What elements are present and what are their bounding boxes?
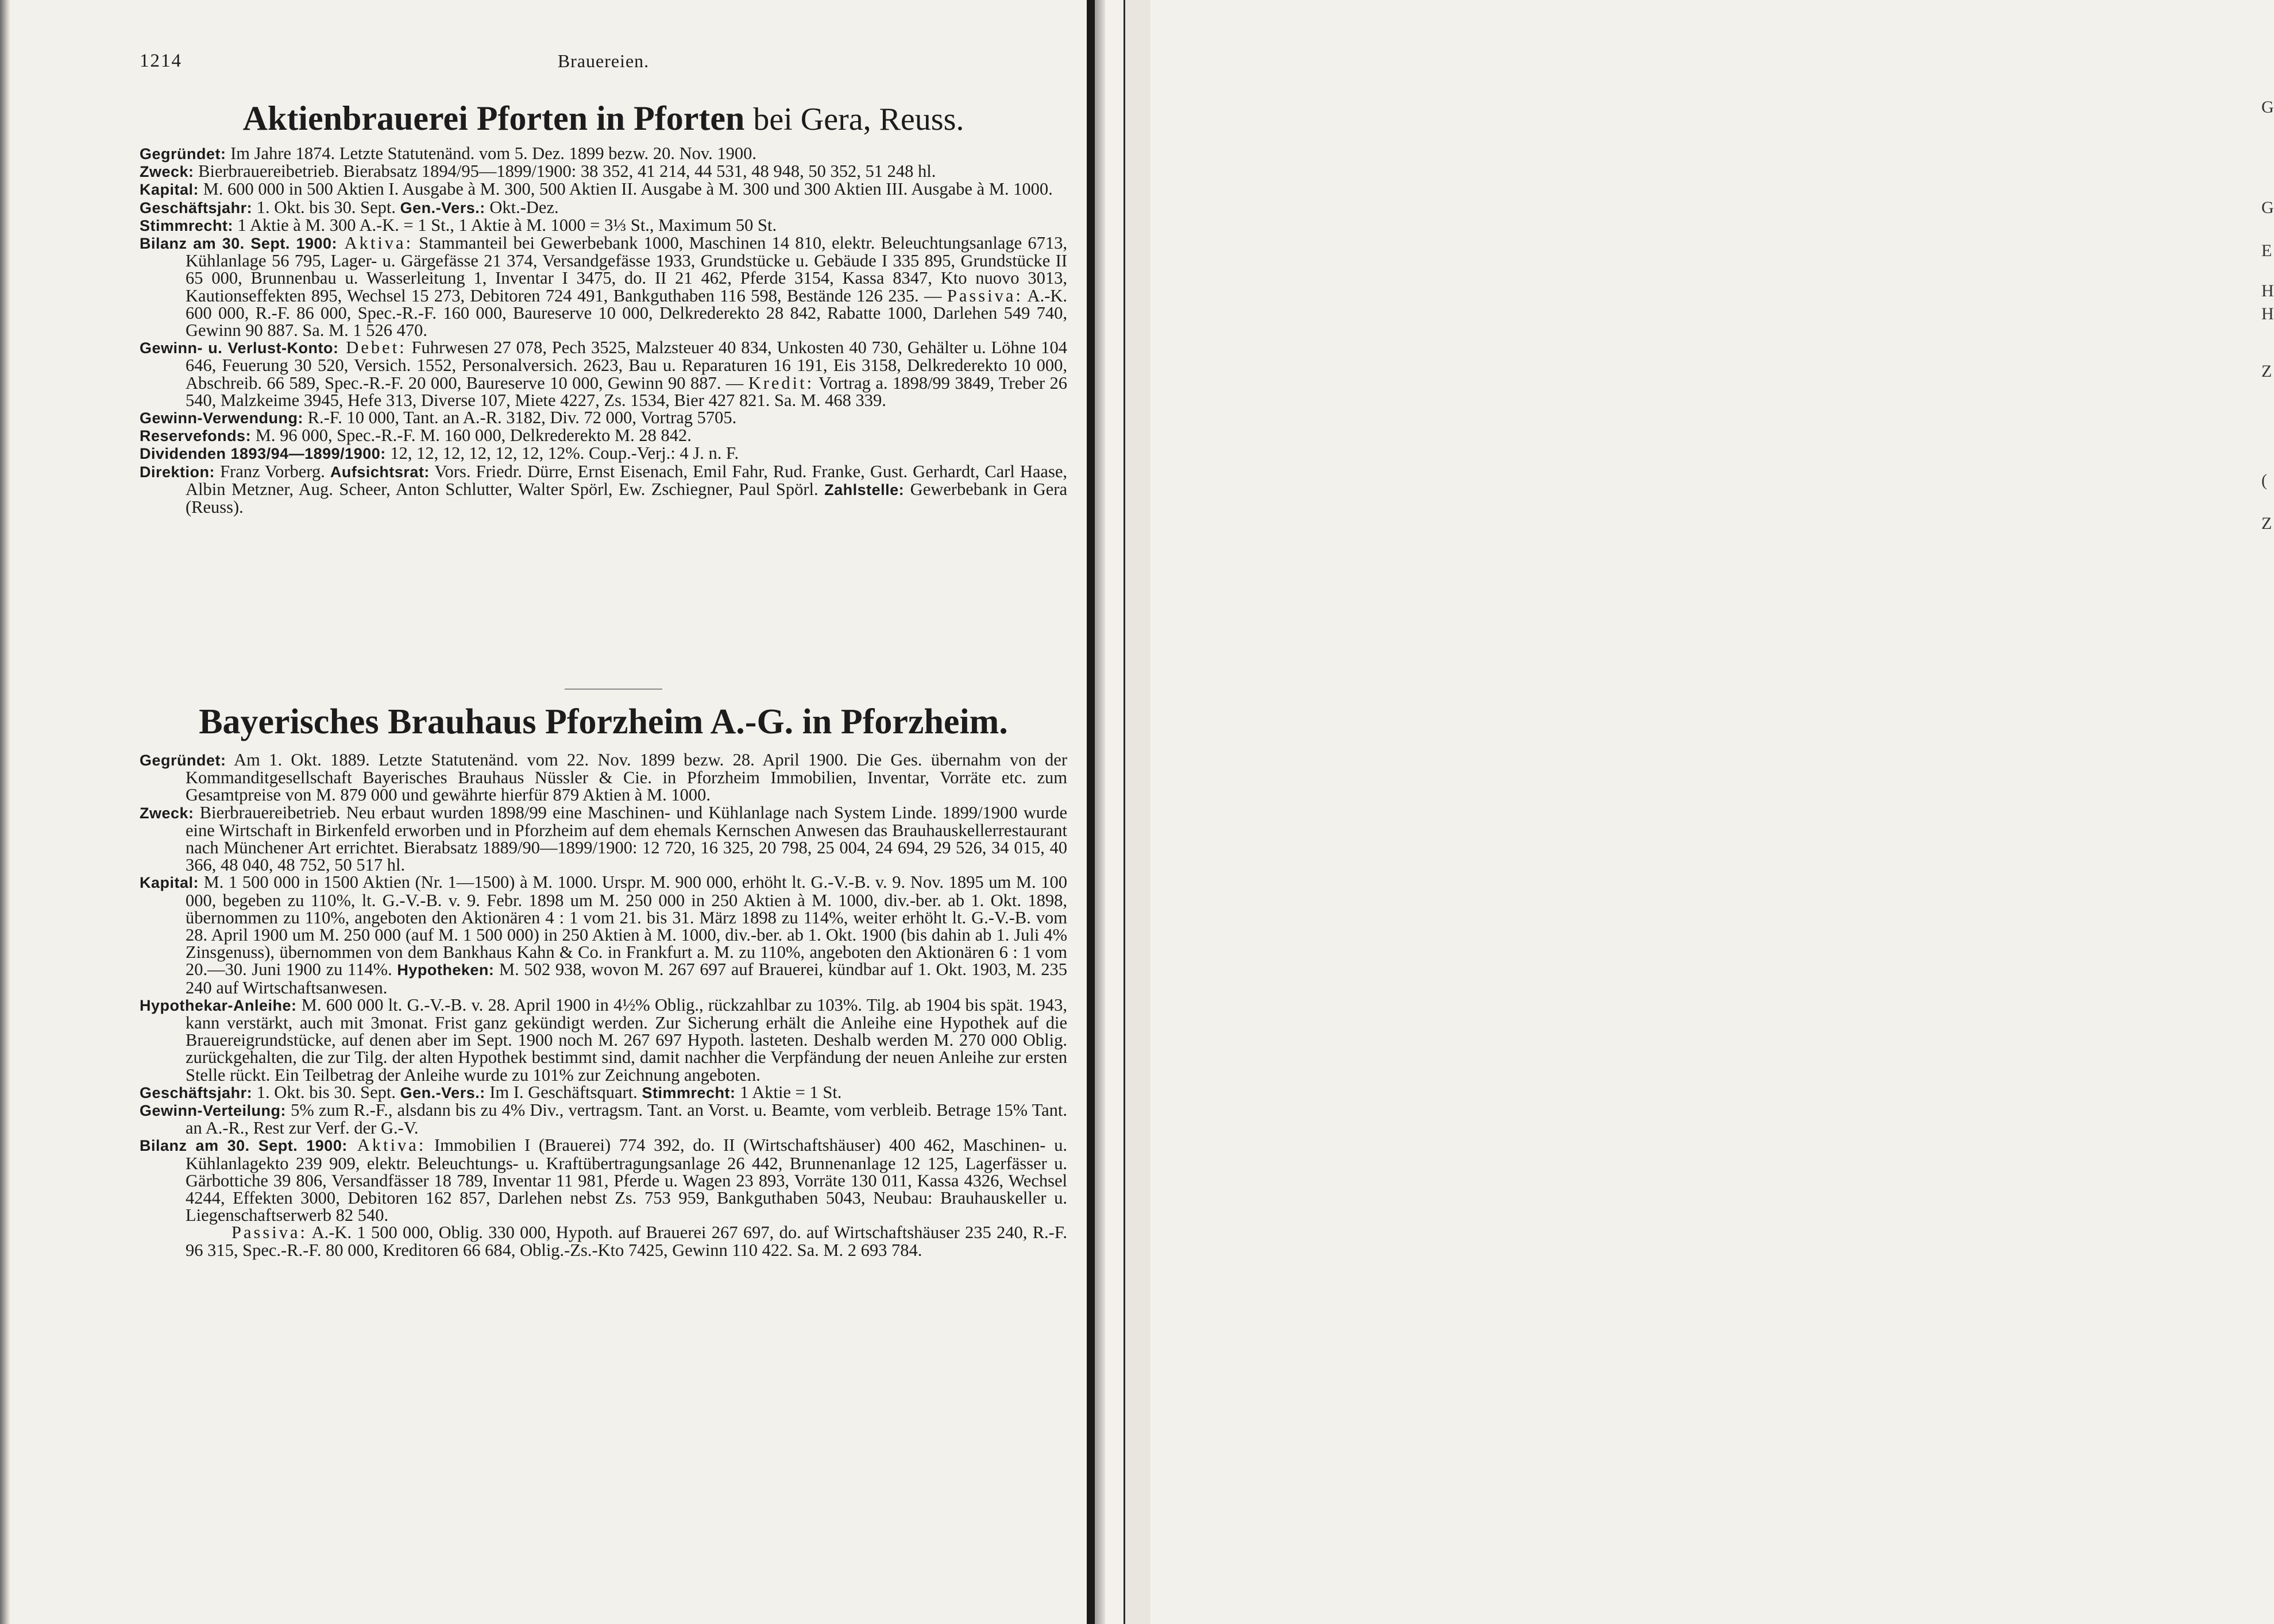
edge-letter: H <box>2261 281 2274 300</box>
entry-paragraph <box>140 1224 1067 1258</box>
field-text: Vortrag a. 1898/99 3849, Treber 26 540, Malzkeime 3945, Hefe 313, Diverse 107, Miete 4227, Zs. 1534, Bier 427 821. Sa. M. 468 339. <box>186 373 1067 410</box>
field-label: Gen.-Vers.: <box>400 199 485 216</box>
field-label: Aufsichtsrat: <box>330 463 430 481</box>
field-label: Bilanz am 30. Sept. 1900: <box>140 1137 348 1155</box>
field-label: Stimmrecht: <box>642 1084 736 1101</box>
edge-letter: E <box>2261 241 2272 260</box>
page-left-shadow <box>0 0 10 1624</box>
field-label: Zweck: <box>140 163 194 181</box>
entry-paragraph <box>140 873 1067 996</box>
company-entry <box>140 751 1067 1259</box>
entry-paragraph <box>140 180 1067 198</box>
entry-paragraph <box>140 1136 1067 1224</box>
field-label: Kapital: <box>140 181 199 199</box>
field-text: Stammanteil bei Gewerbebank 1000, Maschinen 14 810, elektr. Beleuchtungsanlage 6713, Kühlanlage 56 795, Lager- u. Gärgefässe 21 374, Versandgefässe 1933, Grundstücke u. Gebäude I 335 895, Grundstücke II 65 000, Brunnenbau u. Wasserleitung 1, Inventar I 3475, do. II 21 462, Pferde 3154, Kassa 8347, Kto nuovo 3013, Kautionseffekten 895, Wechsel 15 273, Debitoren 724 491, Bankguthaben 116 598, Bestände 126 235. — <box>186 233 1067 306</box>
field-label: Gewinn- u. Verlust-Konto: <box>140 339 339 357</box>
entry-paragraph <box>140 1101 1067 1136</box>
entry-paragraph <box>140 444 1067 462</box>
field-text: 5% zum R.-F., alsdann bis zu 4% Div., vertragsm. Tant. an Vorst. u. Beamte, vom verbleib. Betrage 15% Tant. an A.-R., Rest zur Verf. der G.-V. <box>186 1100 1067 1138</box>
entry-paragraph <box>140 804 1067 874</box>
field-text: M. 502 938, wovon M. 267 697 auf Brauerei, kündbar auf 1. Okt. 1903, M. 235 240 auf Wirtschaftsanwesen. <box>186 960 1067 997</box>
company-entry <box>140 145 1067 516</box>
field-text: A.-K. 600 000, R.-F. 86 000, Spec.-R.-F. 160 000, Baureserve 10 000, Delkrederekto 28 842, Rabatte 1000, Darlehen 549 740, Gewinn 90 887. Sa. M. 1 526 470. <box>186 285 1067 341</box>
field-label: Kapital: <box>140 874 199 892</box>
gutter-shadow <box>1095 0 1105 1624</box>
spaced-label: Aktiva: <box>337 233 414 253</box>
field-text: Im Jahre 1874. Letzte Statutenänd. vom 5. Dez. 1899 bezw. 20. Nov. 1900. <box>226 144 757 163</box>
entry-paragraph <box>140 1084 1067 1101</box>
field-label: Direktion: <box>140 463 215 481</box>
spaced-label: Passiva: <box>947 285 1023 306</box>
edge-letter: Z <box>2261 514 2272 533</box>
entry-paragraph <box>140 409 1067 427</box>
field-label: Geschäftsjahr: <box>140 1084 253 1101</box>
running-head <box>140 51 1067 76</box>
edge-letter: Z <box>2261 362 2272 381</box>
spaced-label: Aktiva: <box>347 1135 426 1155</box>
field-text: Gewerbebank in Gera (Reuss). <box>186 479 1067 517</box>
entry-title: Bayerisches Brauhaus Pforzheim A.-G. in Pforzheim. <box>199 702 1008 741</box>
edge-letter: H <box>2261 304 2274 323</box>
entry-paragraph <box>140 427 1067 444</box>
page-number: 1214 <box>140 51 182 71</box>
entry-divider <box>565 689 662 690</box>
field-text: 1. Okt. bis 30. Sept. <box>252 1082 400 1102</box>
spaced-label: Passiva: <box>231 1223 307 1243</box>
field-label: Bilanz am 30. Sept. 1900: <box>140 235 338 253</box>
entry-paragraph <box>140 145 1067 163</box>
edge-letter: G <box>2261 198 2274 217</box>
field-label: Gen.-Vers.: <box>400 1084 485 1101</box>
field-label: Gegründet: <box>140 145 226 163</box>
field-text: M. 96 000, Spec.-R.-F. M. 160 000, Delkrederekto M. 28 842. <box>251 426 692 446</box>
field-text: Am 1. Okt. 1889. Letzte Statutenänd. vom 22. Nov. 1899 bezw. 28. April 1900. Die Ges. übernahm von der Kommanditgesellschaft Bayerisches Brauhaus Nüssler & Cie. in Pforzheim Immobilien, Inventar, Vorräte etc. zum Gesamtpreise von M. 879 000 und gewährte hierfür 879 Aktien à M. 1000. <box>186 750 1067 805</box>
field-text: 1. Okt. bis 30. Sept. <box>252 197 400 217</box>
entry-paragraph <box>140 996 1067 1084</box>
field-label: Dividenden 1893/94—1899/1900: <box>140 445 386 463</box>
field-label: Reservefonds: <box>140 427 252 445</box>
field-text: 12, 12, 12, 12, 12, 12, 12%. Coup.-Verj.: 4 J. n. F. <box>385 443 739 463</box>
field-text: M. 600 000 lt. G.-V.-B. v. 28. April 1900 in 4½% Oblig., rückzahlbar zu 103%. Tilg. ab 1904 bis spät. 1943, kann verstärkt, auch mit 3monat. Frist ganz gekündigt werden. Zur Sicherung erhält die Anleihe eine Hypothek auf die Brauereigrundstücke, auf denen aber im Sept. 1900 noch M. 267 697 Hypoth. lasteten. Deshalb werden M. 270 000 Oblig. zurückgehalten, die zur Tilg. der alten Hypothek bestimmt sind, damit nachher die Verpfändung der neuen Anleihe zur ersten Stelle rückt. Ein Teilbetrag der Anleihe wurde zu 101% zur Zeichnung angeboten. <box>186 995 1067 1085</box>
field-text: Franz Vorberg. <box>215 461 330 481</box>
field-text: 1 Aktie à M. 300 A.-K. = 1 St., 1 Aktie à M. 1000 = 3⅓ St., Maximum 50 St. <box>233 215 777 235</box>
field-label: Gewinn-Verteilung: <box>140 1102 287 1120</box>
field-label: Gewinn-Verwendung: <box>140 409 304 427</box>
field-text: R.-F. 10 000, Tant. an A.-R. 3182, Div. 72 000, Vortrag 5705. <box>303 408 737 428</box>
edge-letter: G <box>2261 98 2274 117</box>
field-label: Zweck: <box>140 804 194 822</box>
facing-page-edge <box>1124 0 2274 1624</box>
field-text: Im I. Geschäftsquart. <box>485 1082 642 1102</box>
entry-paragraph <box>140 463 1067 516</box>
entry-paragraph <box>140 163 1067 180</box>
entry-paragraph <box>140 216 1067 234</box>
entry-paragraph <box>140 234 1067 339</box>
field-text: M. 600 000 in 500 Aktien I. Ausgabe à M. 300, 500 Aktien II. Ausgabe à M. 300 und 300 Aktien III. Ausgabe à M. 1000. <box>199 179 1053 199</box>
entry-title <box>140 99 1067 138</box>
running-title: Brauereien. <box>557 51 650 71</box>
entry-paragraph <box>140 199 1067 216</box>
field-text: Fuhrwesen 27 078, Pech 3525, Malzsteuer 40 834, Unkosten 40 730, Gehälter u. Löhne 104 646, Feuerung 30 520, Versich. 1552, Personalversich. 2623, Bau u. Reparaturen 16 191, Eis 3158, Delkrederekto 10 000, Abschreib. 66 589, Spec.-R.-F. 20 000, Baureserve 10 000, Gewinn 90 887. — <box>186 338 1067 393</box>
field-label: Geschäftsjahr: <box>140 199 253 216</box>
field-text: M. 1 500 000 in 1500 Aktien (Nr. 1—1500) à M. 1000. Urspr. M. 900 000, erhöht lt. G.-V.-B. v. 9. Nov. 1895 um M. 100 000, begeben zu 110%, lt. G.-V.-B. v. 9. Febr. 1898 um M. 250 000 in 250 Aktien à M. 1000, div.-ber. ab 1. Okt. 1898, übernommen zu 110%, angeboten den Aktionären 4 : 1 vom 21. bis 31. März 1898 zu 114%, weiter erhöht lt. G.-V.-B. vom 28. April 1900 um M. 250 000 (auf M. 1 500 000) in 250 Aktien à M. 1000, div.-ber. ab 1. Okt. 1900 (bis dahin ab 1. Juli 4% Zinsgenuss), übernommen von dem Bankhaus Kahn & Co. in Frankfurt a. M. zu 110%, angeboten den Aktionären 6 : 1 vom 20.—30. Juni 1900 zu 114%. <box>186 872 1067 980</box>
field-text: Immobilien I (Brauerei) 774 392, do. II (Wirtschaftshäuser) 400 462, Maschinen- u. Kühlanlagekto 239 909, elektr. Beleuchtungs- u. Kraftübertragungsanlage 26 442, Brunnenanlage 12 125, Lagerfässer u. Gärbottiche 39 806, Versandfässer 18 789, Inventar 11 981, Pferde u. Wagen 23 893, Vorräte 130 011, Kassa 4326, Wechsel 4244, Effekten 3000, Debitoren 162 857, Darlehen nebst Zs. 753 959, Bankguthaben 5043, Neubau: Brauhauskeller u. Liegenschaftserwerb 82 540. <box>186 1135 1068 1225</box>
field-text: A.-K. 1 500 000, Oblig. 330 000, Hypoth. auf Brauerei 267 697, do. auf Wirtschaftshäuser 235 240, R.-F. 96 315, Spec.-R.-F. 80 000, Kreditoren 66 684, Oblig.-Zs.-Kto 7425, Gewinn 110 422. Sa. M. 2 693 784. <box>186 1223 1067 1260</box>
spaced-label: Kredit: <box>748 373 814 393</box>
field-text: Bierbrauereibetrieb. Bierabsatz 1894/95—1899/1900: 38 352, 41 214, 44 531, 48 948, 50 352, 51 248 hl. <box>194 161 936 181</box>
field-text: Okt.-Dez. <box>485 197 559 217</box>
field-label: Stimmrecht: <box>140 216 234 234</box>
entry-title-main: Aktienbrauerei Pforten in Pforten <box>242 99 745 137</box>
field-label: Zahlstelle: <box>824 481 905 498</box>
field-text: Vors. Friedr. Dürre, Ernst Eisenach, Emil Fahr, Rud. Franke, Gust. Gerhardt, Carl Haase, Albin Metzner, Aug. Scheer, Anton Schlutter, Walter Spörl, Ew. Zschiegner, Paul Spörl. <box>186 461 1067 499</box>
edge-letter: ( <box>2261 471 2267 490</box>
entry-paragraph <box>140 339 1067 409</box>
field-text: Bierbrauereibetrieb. Neu erbaut wurden 1898/99 eine Maschinen- und Kühlanlage nach System Linde. 1899/1900 wurde eine Wirtschaft in Birkenfeld erworben und in Pforzheim auf dem ehemals Kernschen Anwesen das Brauhauskellerrestaurant nach Münchener Art errichtet. Bierabsatz 1889/90—1899/1900: 12 720, 16 325, 20 798, 25 004, 24 694, 29 526, 34 015, 40 366, 48 040, 48 752, 50 517 hl. <box>186 802 1067 875</box>
field-label: Gegründet: <box>140 752 226 769</box>
binding-gutter <box>1087 0 1095 1624</box>
entry-title-suffix: bei Gera, Reuss. <box>753 102 964 137</box>
spaced-label: Debet: <box>338 338 407 358</box>
field-label: Hypothekar-Anleihe: <box>140 996 297 1014</box>
field-text: 1 Aktie = 1 St. <box>735 1082 842 1102</box>
entry-paragraph <box>140 751 1067 804</box>
field-label: Hypotheken: <box>397 961 495 979</box>
